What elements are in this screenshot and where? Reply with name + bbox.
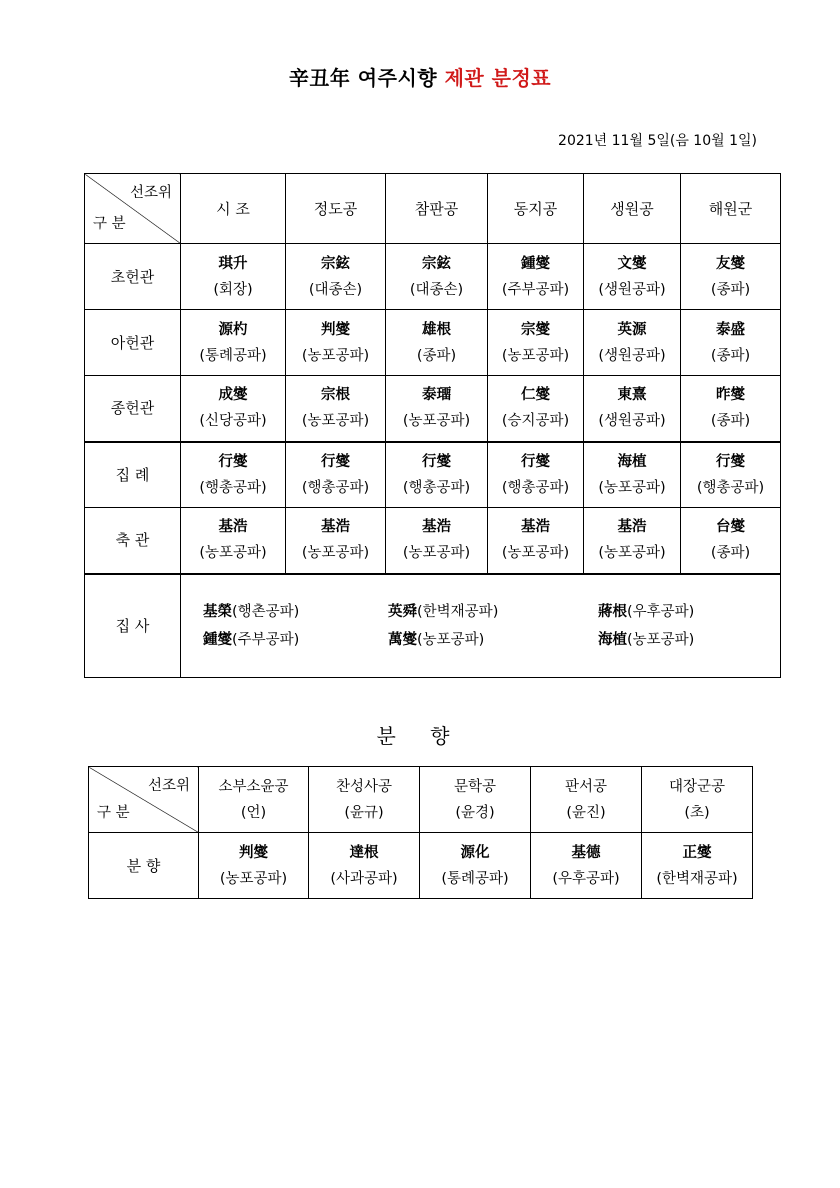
row-label: 초헌관 [85, 244, 181, 310]
cell-name: 基浩 [321, 519, 350, 536]
table-cell [386, 442, 488, 508]
title-part2: 제관 분정표 [444, 66, 552, 90]
cell-sub: (행총공파) [696, 479, 765, 496]
cell-sub: (종파) [710, 281, 751, 298]
cell-name: 仁燮 [521, 387, 550, 404]
cell-sub: (농포공파) [598, 479, 666, 496]
zipsa-name: 蔣根 [598, 603, 627, 620]
corner-top: 선조위 [147, 778, 190, 794]
zipsa-entry [388, 600, 598, 624]
zipsa-name: 萬燮 [388, 631, 417, 648]
table-cell [681, 376, 781, 442]
cell-sub: (대종손) [308, 281, 363, 298]
cell-sub: (농포공파) [301, 413, 370, 430]
header-cell: 해원군 [681, 174, 781, 244]
zipsa-name: 海植 [598, 631, 627, 648]
cell-sub: (농포공파) [199, 545, 267, 562]
row-label: 분 향 [89, 833, 199, 899]
page-title [0, 62, 840, 91]
table-cell [286, 376, 386, 442]
header-cell: 정도공 [286, 174, 386, 244]
corner-top: 선조위 [129, 185, 172, 201]
table-cell [681, 244, 781, 310]
header-cell [420, 767, 531, 833]
cell-name: 判燮 [321, 321, 350, 338]
cell-sub: (농포공파) [301, 545, 370, 562]
table-row [85, 244, 781, 310]
cell-sub: (농포공파) [301, 347, 370, 364]
table-cell [584, 310, 681, 376]
zipsa-sub: (한벽재공파) [417, 603, 499, 620]
row-label: 집 사 [85, 574, 181, 678]
header-sub: (윤진) [566, 804, 606, 821]
corner-cell [89, 767, 199, 833]
cell-sub: (통례공파) [441, 870, 509, 887]
row-label: 집 례 [85, 442, 181, 508]
row-label: 아헌관 [85, 310, 181, 376]
cell-name: 英源 [617, 321, 647, 338]
cell-sub: (농포공파) [219, 870, 288, 887]
cell-sub: (농포공파) [598, 545, 666, 562]
header-cell [642, 767, 753, 833]
header-cell: 시 조 [181, 174, 286, 244]
cell-name: 正燮 [682, 844, 712, 861]
table-cell [531, 833, 642, 899]
main-assignment-table [84, 173, 781, 678]
cell-sub: (행총공파) [301, 479, 370, 496]
bunhyang-header-row [89, 767, 753, 833]
table-cell [386, 376, 488, 442]
cell-sub: (생원공파) [598, 413, 666, 430]
header-cell: 생원공 [584, 174, 681, 244]
zipsa-entry [203, 628, 388, 652]
zipsa-grid [181, 600, 780, 652]
zipsa-entry [203, 600, 388, 624]
cell-name: 友燮 [716, 255, 745, 272]
cell-name: 雄根 [422, 321, 451, 338]
cell-name: 台燮 [716, 519, 745, 536]
cell-sub: (승지공파) [501, 413, 570, 430]
table-cell [681, 442, 781, 508]
cell-sub: (생원공파) [598, 281, 666, 298]
header-name: 대장군공 [668, 778, 726, 795]
cell-name: 基浩 [422, 519, 451, 536]
table-cell [488, 508, 584, 574]
bunhyang-title: 분 향 [376, 724, 464, 748]
cell-name: 宗燮 [521, 321, 550, 338]
zipsa-entry [388, 628, 598, 652]
zipsa-sub: (우후공파) [627, 603, 695, 620]
table-row [89, 833, 753, 899]
table-cell [681, 310, 781, 376]
header-sub: (윤경) [455, 804, 495, 821]
cell-name: 達根 [349, 844, 379, 861]
table-cell [584, 508, 681, 574]
table-cell [488, 376, 584, 442]
cell-name: 基浩 [218, 519, 248, 536]
table-cell [181, 442, 286, 508]
cell-sub: (행총공파) [501, 479, 570, 496]
table-cell [309, 833, 420, 899]
cell-name: 行燮 [521, 453, 550, 470]
corner-bottom: 구 분 [93, 216, 126, 232]
zipsa-entry [598, 628, 768, 652]
header-cell: 동지공 [488, 174, 584, 244]
cell-sub: (신당공파) [199, 413, 267, 430]
cell-name: 昨燮 [716, 387, 745, 404]
cell-sub: (종파) [710, 545, 751, 562]
cell-name: 源杓 [218, 321, 248, 338]
cell-sub: (회장) [213, 281, 253, 298]
table-cell [584, 244, 681, 310]
table-row [85, 310, 781, 376]
header-cell: 참판공 [386, 174, 488, 244]
table-cell [584, 442, 681, 508]
header-cell [199, 767, 309, 833]
cell-sub: (행총공파) [402, 479, 471, 496]
cell-name: 海植 [617, 453, 647, 470]
cell-name: 文燮 [617, 255, 647, 272]
header-sub: (윤규) [344, 804, 384, 821]
table-cell [286, 508, 386, 574]
zipsa-cell [181, 574, 781, 678]
cell-sub: (농포공파) [402, 545, 471, 562]
table-cell [420, 833, 531, 899]
corner-bottom: 구 분 [97, 805, 130, 821]
table-cell [386, 508, 488, 574]
table-cell [584, 376, 681, 442]
header-name: 판서공 [564, 778, 608, 795]
cell-sub: (종파) [710, 347, 751, 364]
cell-sub: (농포공파) [501, 347, 570, 364]
header-name: 소부소윤공 [218, 778, 289, 795]
cell-name: 成燮 [218, 387, 248, 404]
cell-sub: (한벽재공파) [656, 870, 738, 887]
cell-name: 判燮 [239, 844, 268, 861]
cell-sub: (사과공파) [330, 870, 398, 887]
table-cell [199, 833, 309, 899]
table-cell [286, 310, 386, 376]
header-row [85, 174, 781, 244]
cell-name: 基浩 [521, 519, 550, 536]
cell-name: 行燮 [321, 453, 350, 470]
row-label: 종헌관 [85, 376, 181, 442]
table-cell [286, 442, 386, 508]
row-label: 축 관 [85, 508, 181, 574]
cell-name: 宗根 [321, 387, 350, 404]
date-line: 2021년 11월 5일(음 10월 1일) [558, 133, 757, 149]
header-cell [531, 767, 642, 833]
table-cell [181, 310, 286, 376]
cell-name: 宗鉉 [321, 255, 350, 272]
cell-name: 泰璢 [422, 387, 451, 404]
header-cell [309, 767, 420, 833]
table-row [85, 376, 781, 442]
cell-sub: (행총공파) [199, 479, 267, 496]
cell-name: 琪升 [218, 255, 248, 272]
cell-sub: (농포공파) [402, 413, 471, 430]
table-cell [488, 244, 584, 310]
cell-name: 行燮 [422, 453, 451, 470]
zipsa-sub: (주부공파) [232, 631, 300, 648]
cell-name: 行燮 [716, 453, 745, 470]
table-row [85, 508, 781, 574]
cell-sub: (통례공파) [199, 347, 267, 364]
cell-name: 基德 [571, 844, 601, 861]
title-part1: 辛丑年 여주시향 [288, 66, 438, 90]
bunhyang-table [88, 766, 753, 899]
table-cell [386, 310, 488, 376]
zipsa-name: 鍾燮 [203, 631, 232, 648]
zipsa-entry [598, 600, 768, 624]
cell-sub: (생원공파) [598, 347, 666, 364]
table-cell [181, 508, 286, 574]
table-cell [488, 310, 584, 376]
table-cell [181, 244, 286, 310]
table-cell [181, 376, 286, 442]
cell-sub: (종파) [416, 347, 457, 364]
header-sub: (언) [240, 804, 267, 821]
header-name: 문학공 [453, 778, 497, 795]
table-cell [681, 508, 781, 574]
zipsa-row [85, 574, 781, 678]
cell-name: 宗鉉 [422, 255, 451, 272]
cell-name: 泰盛 [716, 321, 745, 338]
table-row [85, 442, 781, 508]
cell-sub: (대종손) [409, 281, 464, 298]
corner-cell [85, 174, 181, 244]
cell-name: 基浩 [617, 519, 647, 536]
zipsa-name: 基榮 [203, 603, 232, 620]
cell-sub: (종파) [710, 413, 751, 430]
cell-name: 源化 [460, 844, 490, 861]
zipsa-sub: (농포공파) [627, 631, 695, 648]
table-cell [286, 244, 386, 310]
table-cell [386, 244, 488, 310]
header-name: 찬성사공 [335, 778, 393, 795]
zipsa-name: 英舜 [388, 603, 417, 620]
cell-name: 行燮 [218, 453, 248, 470]
cell-sub: (농포공파) [501, 545, 570, 562]
table-cell [642, 833, 753, 899]
cell-sub: (주부공파) [501, 281, 570, 298]
table-cell [488, 442, 584, 508]
cell-name: 鍾燮 [521, 255, 550, 272]
cell-sub: (우후공파) [552, 870, 620, 887]
header-sub: (초) [684, 804, 710, 821]
zipsa-sub: (농포공파) [417, 631, 485, 648]
zipsa-sub: (행촌공파) [232, 603, 300, 620]
cell-name: 東熹 [617, 387, 647, 404]
